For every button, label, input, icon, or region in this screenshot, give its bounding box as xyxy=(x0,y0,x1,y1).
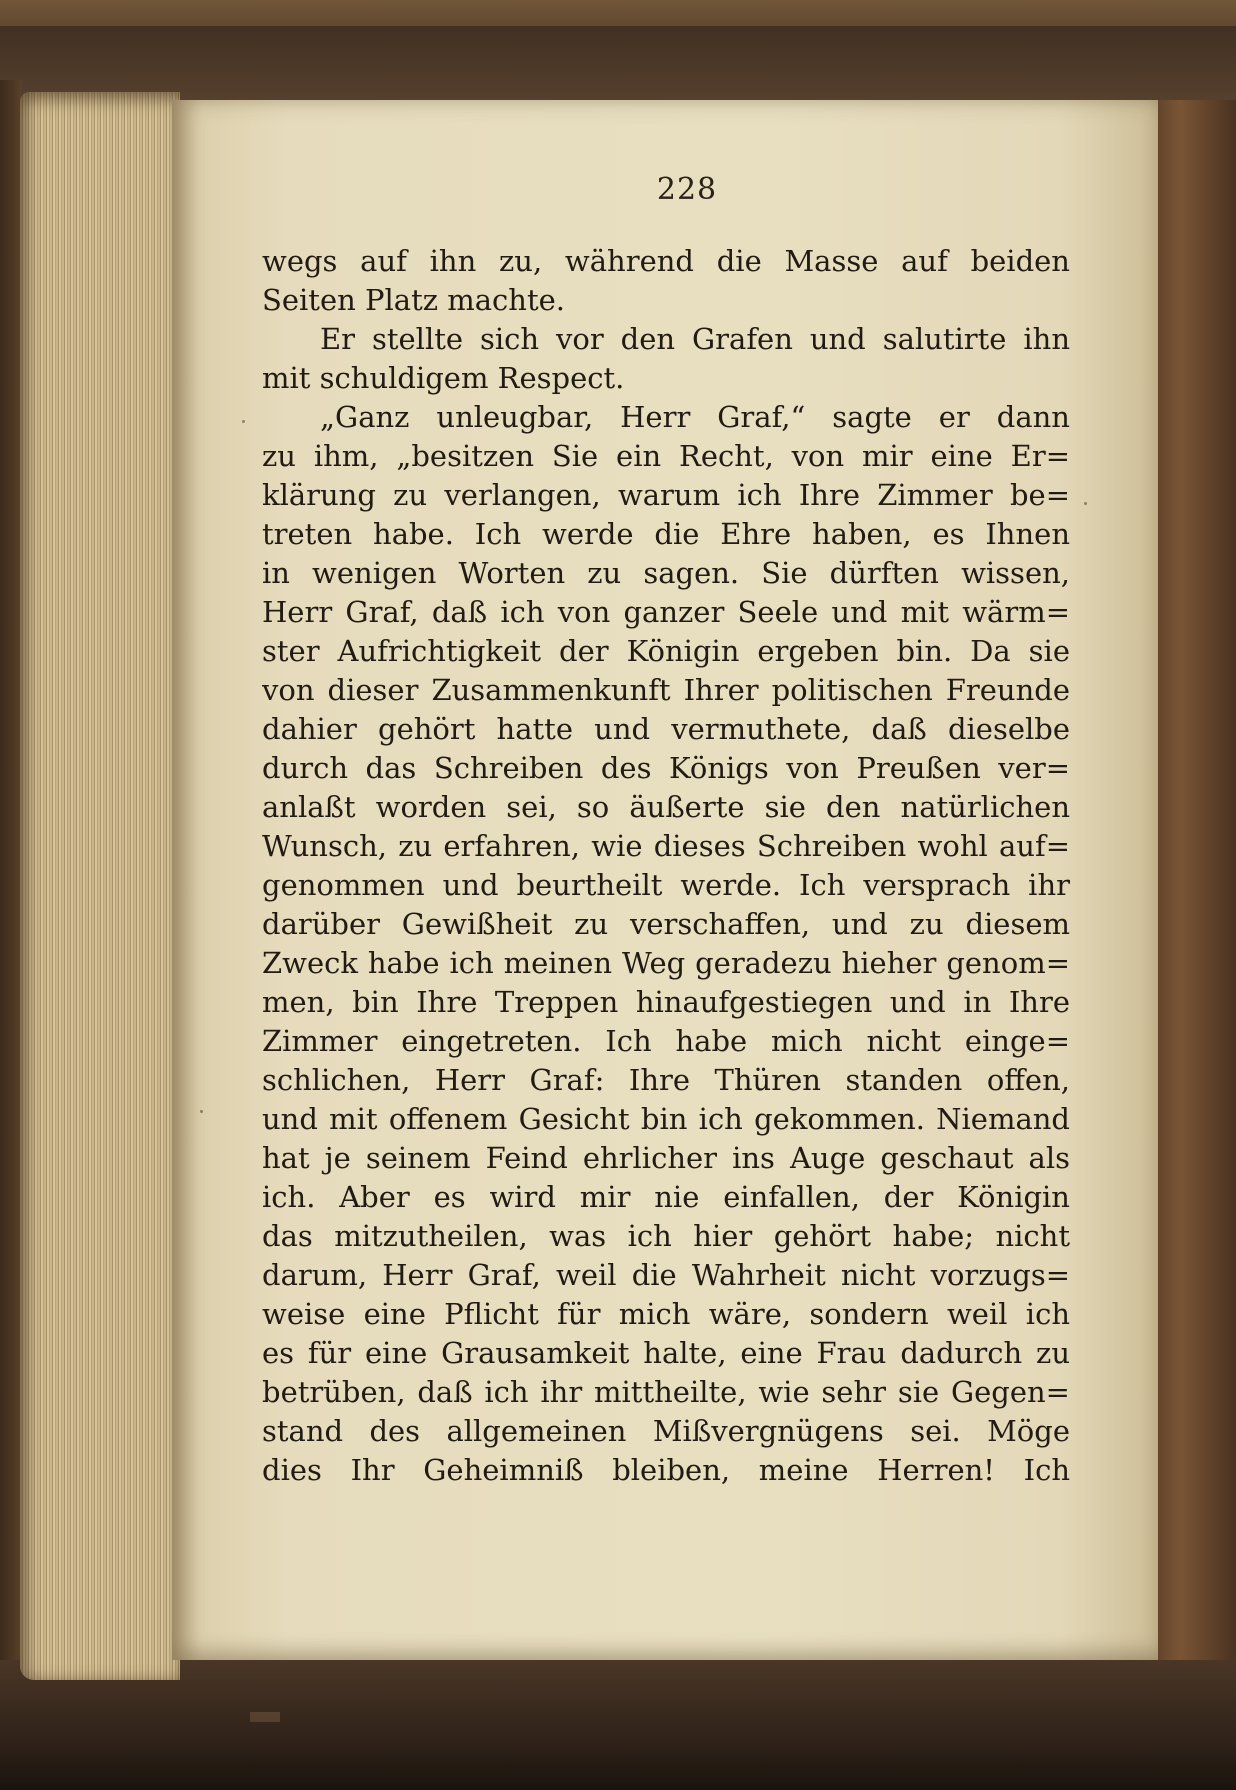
text-line: zu ihm, „besitzen Sie ein Recht, von mir eine Er= xyxy=(262,439,1070,473)
text-line: klärung zu verlangen, warum ich Ihre Zimmer be= xyxy=(262,478,1070,512)
book-page xyxy=(172,100,1158,1660)
body-text xyxy=(262,242,1070,1490)
text-line: treten habe. Ich werde die Ehre haben, es Ihnen xyxy=(262,517,1070,551)
paper-speck xyxy=(1084,502,1087,505)
text-line: ich. Aber es wird mir nie einfallen, der Königin xyxy=(262,1180,1070,1214)
text-line: es für eine Grausamkeit halte, eine Frau dadurch zu xyxy=(262,1336,1070,1370)
text-line: schlichen, Herr Graf: Ihre Thüren standen offen, xyxy=(262,1063,1070,1097)
text-line: genommen und beurtheilt werde. Ich versprach ihr xyxy=(262,868,1070,902)
book-cover-right xyxy=(1150,100,1236,1680)
text-line: darüber Gewißheit zu verschaffen, und zu diesem xyxy=(262,907,1070,941)
paper-speck xyxy=(200,1110,203,1113)
text-line: betrüben, daß ich ihr mittheilte, wie sehr sie Gegen= xyxy=(262,1375,1070,1409)
text-line: und mit offenem Gesicht bin ich gekommen. Niemand xyxy=(262,1102,1070,1136)
page-stack-edge xyxy=(20,92,180,1680)
book-cover-bottom xyxy=(0,1660,1236,1790)
text-line: Zimmer eingetreten. Ich habe mich nicht einge= xyxy=(262,1024,1070,1058)
text-line: Zweck habe ich meinen Weg geradezu hieher genom= xyxy=(262,946,1070,980)
text-line: von dieser Zusammenkunft Ihrer politischen Freunde xyxy=(262,673,1070,707)
text-line: Herr Graf, daß ich von ganzer Seele und mit wärm= xyxy=(262,595,1070,629)
text-line: mit schuldigem Respect. xyxy=(262,361,625,395)
book-cover-top-edge xyxy=(0,0,1236,26)
text-line: hat je seinem Feind ehrlicher ins Auge geschaut als xyxy=(262,1141,1070,1175)
text-line: „Ganz unleugbar, Herr Graf,“ sagte er dann xyxy=(320,400,1070,434)
text-line: durch das Schreiben des Königs von Preußen ver= xyxy=(262,751,1070,785)
text-line: Wunsch, zu erfahren, wie dieses Schreiben wohl auf= xyxy=(262,829,1070,863)
text-line: Seiten Platz machte. xyxy=(262,283,565,317)
text-line: stand des allgemeinen Mißvergnügens sei. Möge xyxy=(262,1414,1070,1448)
text-line: das mitzutheilen, was ich hier gehört habe; nicht xyxy=(262,1219,1070,1253)
text-line: in wenigen Worten zu sagen. Sie dürften wissen, xyxy=(262,556,1070,590)
paper-speck xyxy=(242,420,245,423)
text-line: anlaßt worden sei, so äußerte sie den natürlichen xyxy=(262,790,1070,824)
text-line: Er stellte sich vor den Grafen und salutirte ihn xyxy=(320,322,1070,356)
cover-wear-mark xyxy=(250,1712,280,1722)
book-spine-left xyxy=(0,80,22,1670)
text-line: men, bin Ihre Treppen hinaufgestiegen und in Ihre xyxy=(262,985,1070,1019)
text-line: wegs auf ihn zu, während die Masse auf beiden xyxy=(262,244,1070,278)
text-line: darum, Herr Graf, weil die Wahrheit nicht vorzugs= xyxy=(262,1258,1070,1292)
text-line: ster Aufrichtigkeit der Königin ergeben bin. Da sie xyxy=(262,634,1070,668)
text-line: dahier gehört hatte und vermuthete, daß dieselbe xyxy=(262,712,1070,746)
page-number: 228 xyxy=(656,172,718,207)
text-line: dies Ihr Geheimniß bleiben, meine Herren! Ich xyxy=(262,1453,1070,1487)
text-line: weise eine Pflicht für mich wäre, sondern weil ich xyxy=(262,1297,1070,1331)
